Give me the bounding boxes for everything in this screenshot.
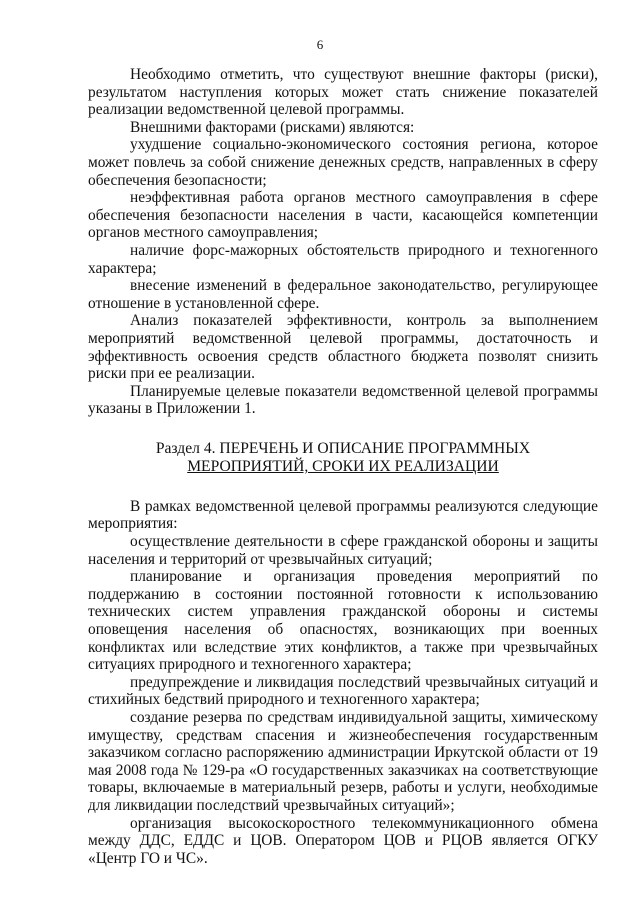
paragraph: ухудшение социально-экономического состояния региона, которое может повлечь за собой снижение денежных средств, направленных в сферу обеспечения безопасности; xyxy=(88,136,598,189)
paragraph: предупреждение и ликвидация последствий чрезвычайных ситуаций и стихийных бедствий природного и техногенного характера; xyxy=(88,673,598,709)
page-body xyxy=(88,66,598,867)
paragraph: планирование и организация проведения мероприятий по поддержанию в состоянии постоянной готовности к использованию технических систем управления гражданской обороны и системы оповещения населения об опасностях, возникающих при военных конфликтах или вследствие этих конфликтов, а также при чрезвычайных ситуациях природного и техногенного характера; xyxy=(88,568,598,674)
section-heading-line-1: Раздел 4. ПЕРЕЧЕНЬ И ОПИСАНИЕ ПРОГРАММНЫХ xyxy=(155,439,531,457)
paragraph: наличие форс-мажорных обстоятельств природного и техногенного характера; xyxy=(88,241,598,277)
paragraph: Необходимо отметить, что существуют внешние факторы (риски), результатом наступления которых может стать снижение показателей реализации ведомственной целевой программы. xyxy=(88,66,598,119)
paragraph: осуществление деятельности в сфере гражданской обороны и защиты населения и территорий от чрезвычайных ситуаций; xyxy=(88,533,598,568)
paragraph: Планируемые целевые показатели ведомственной целевой программы указаны в Приложении 1. xyxy=(88,382,598,418)
section-heading xyxy=(88,440,598,476)
paragraph: создание резерва по средствам индивидуальной защиты, химическому имуществу, средствам спасения и жизнеобеспечения государственным заказчиком согласно распоряжению администрации Иркутской области от 19 мая 2008 года № 129-ра «О государственных заказчиках на соответствующие товары, включаемые в материальный резерв, работы и услуги, необходимые для ликвидации последствий чрезвычайных ситуаций»; xyxy=(88,709,598,814)
paragraph: Анализ показателей эффективности, контроль за выполнением мероприятий ведомственной целевой программы, достаточность и эффективность освоения средств областного бюджета позволят снизить риски при ее реализации. xyxy=(88,312,598,383)
paragraph: Внешними факторами (рисками) являются: xyxy=(130,118,415,136)
page-number: 6 xyxy=(316,37,324,52)
paragraph: неэффективная работа органов местного самоуправления в сфере обеспечения безопасности населения в части, касающейся компетенции органов местного самоуправления; xyxy=(88,189,598,242)
paragraph: В рамках ведомственной целевой программы реализуются следующие мероприятия: xyxy=(88,497,598,533)
paragraph: организация высокоскоростного телекоммуникационного обмена между ДДС, ЕДДС и ЦОВ. Оператором ЦОВ и РЦОВ является ОГКУ «Центр ГО и ЧС». xyxy=(88,814,598,867)
paragraph: внесение изменений в федеральное законодательство, регулирующее отношение в установленной сфере. xyxy=(88,277,598,312)
section-heading-line-2: МЕРОПРИЯТИЙ, СРОКИ ИХ РЕАЛИЗАЦИИ xyxy=(187,457,499,475)
